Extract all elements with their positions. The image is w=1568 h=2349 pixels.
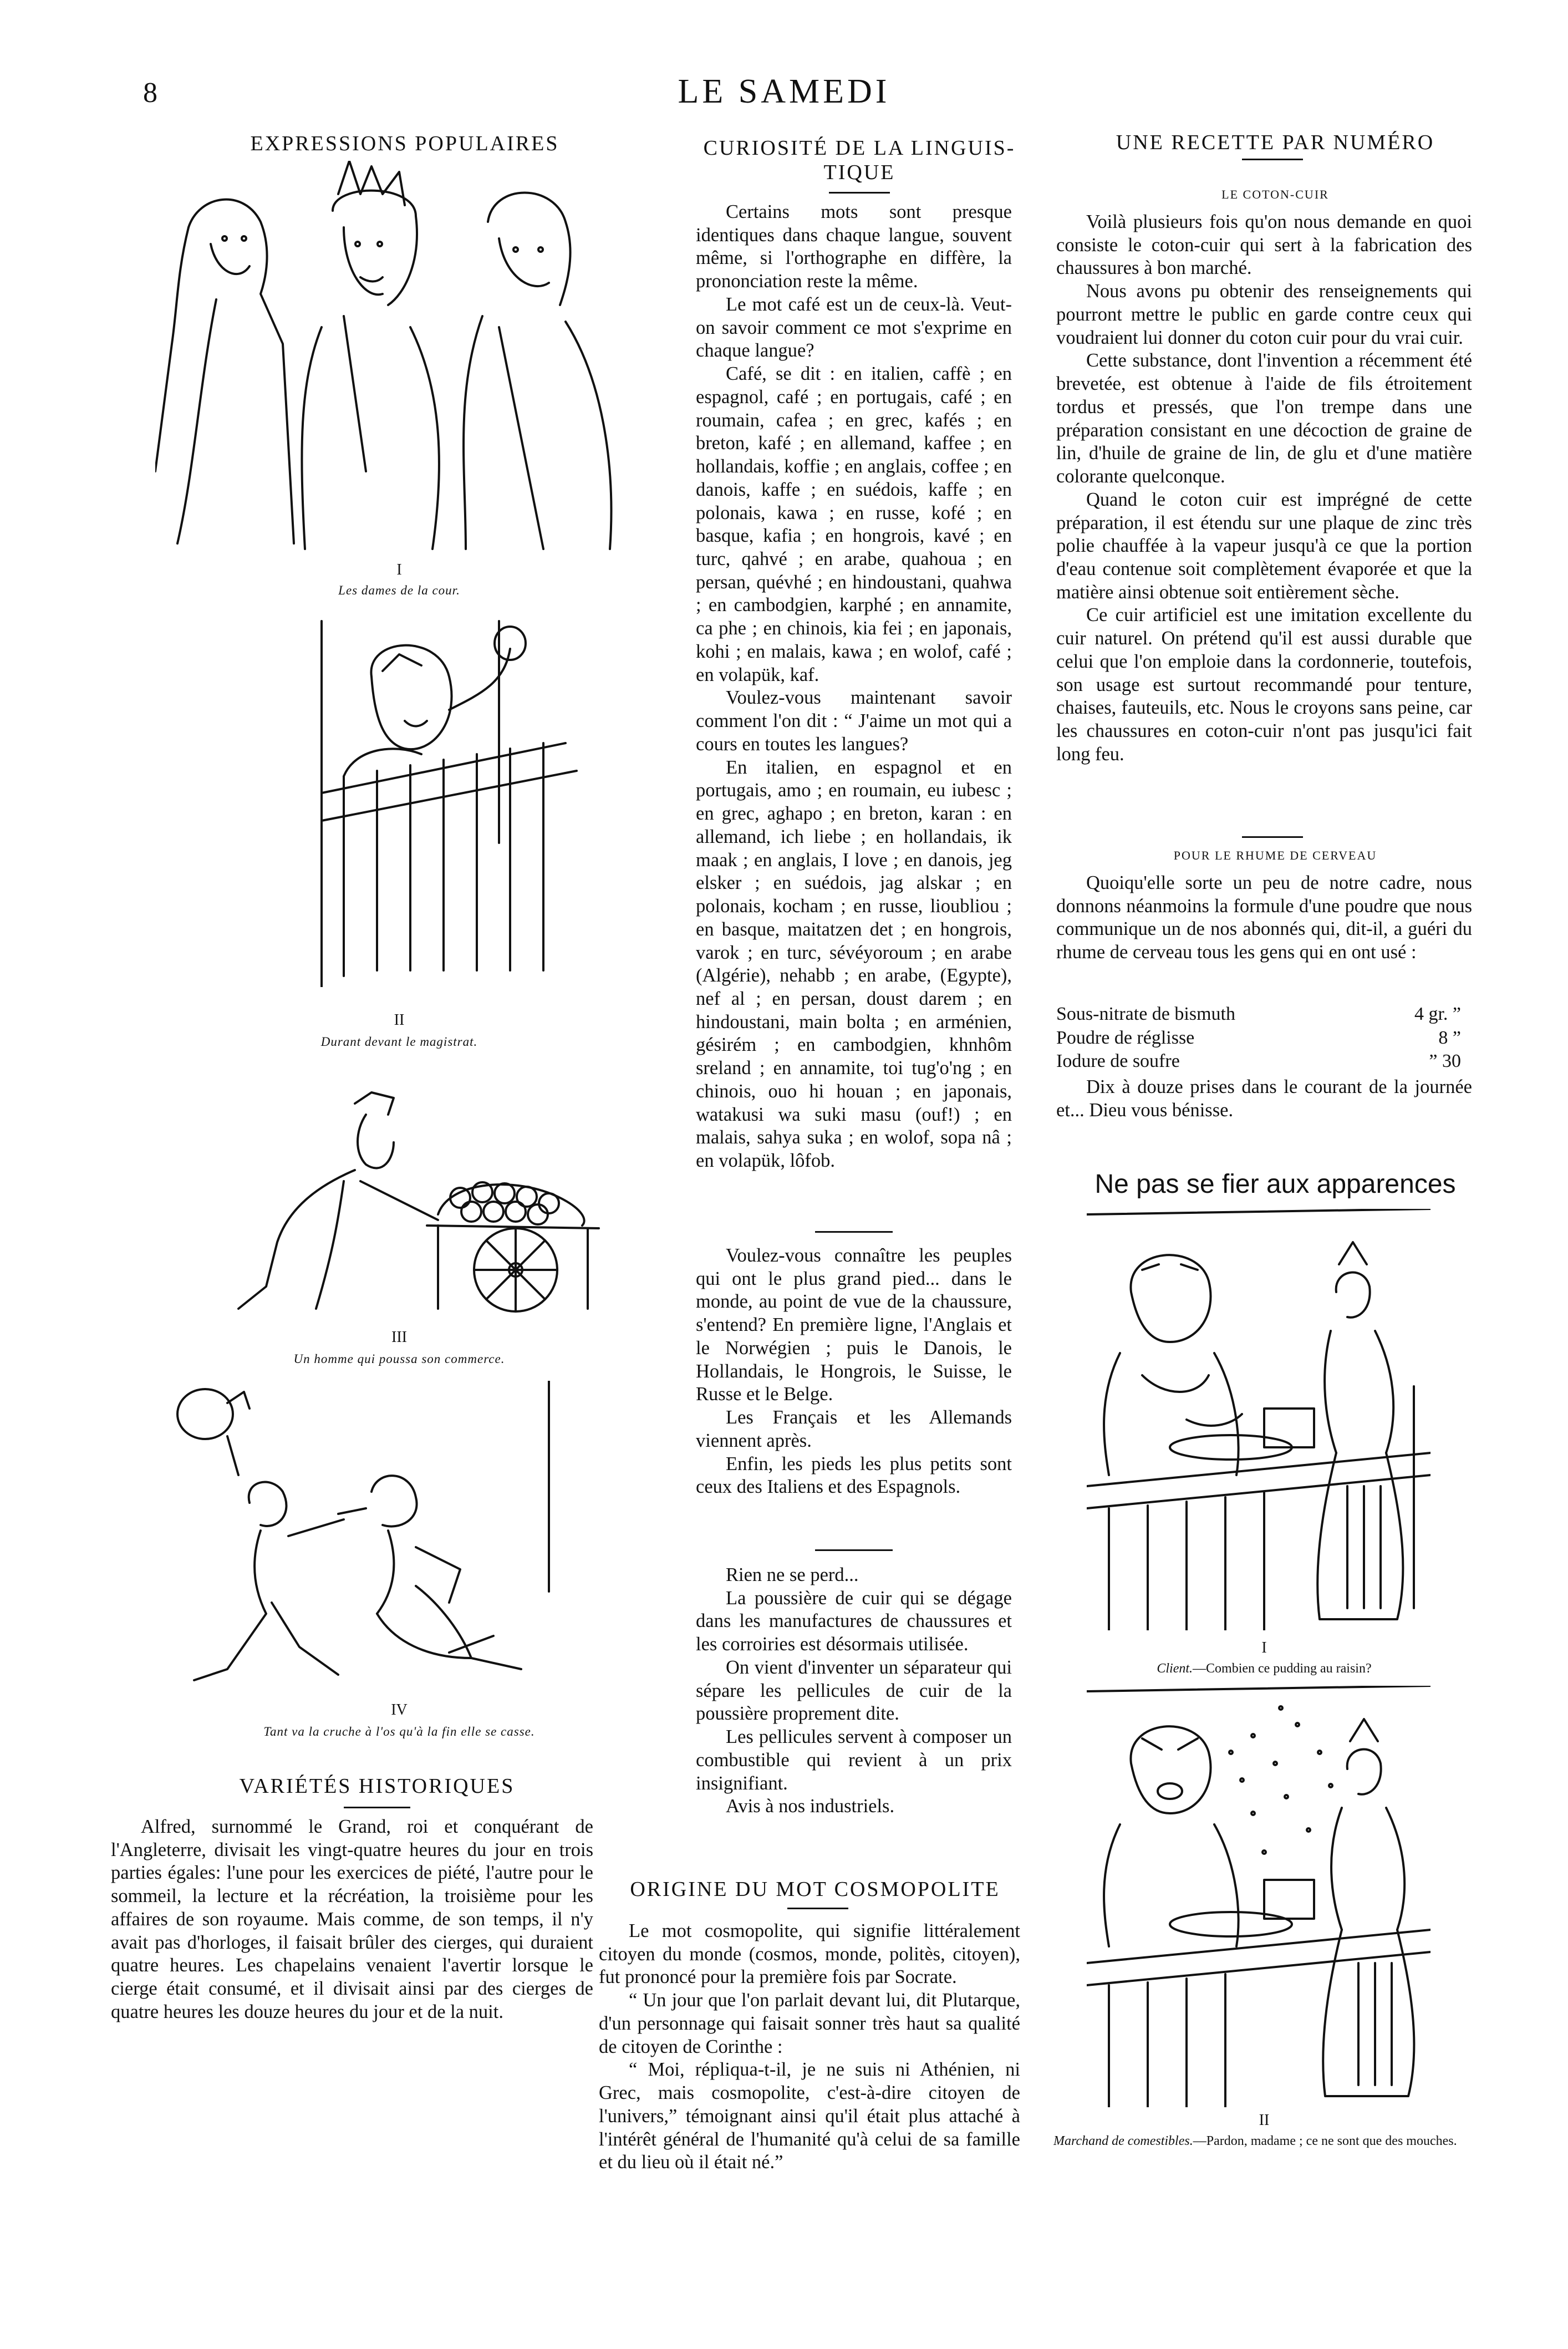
cuir-p2: La poussière de cuir qui se dégage dans les manufactures de chaussures et les corroiries est désormais utilisée. bbox=[696, 1587, 1012, 1655]
cuir-p1: Rien ne se perd... bbox=[726, 1564, 859, 1585]
illustration-ladies bbox=[155, 161, 632, 560]
recette-rule bbox=[1242, 159, 1303, 160]
cuir-p5: Avis à nos industriels. bbox=[726, 1796, 895, 1817]
varietes-article bbox=[111, 1816, 593, 2024]
cartoon1-numeral: I bbox=[1261, 1639, 1267, 1656]
coton-p4: Quand le coton cuir est imprégné de cette préparation, il est étendu sur une plaque de zinc très polie chauffée à la vapeur jusqu'à ce que la portion d'eau contenue soit complètement évaporée et que la matière ainsi obtenue soit entièrement sèche. bbox=[1056, 489, 1472, 603]
cuir-p3: On vient d'inventer un séparateur qui sépare les pellicules de cuir de la poussière proprement dite. bbox=[696, 1656, 1012, 1725]
origine-p1: Le mot cosmopolite, qui signifie littéralement citoyen du monde (cosmos, monde, politès, citoyen), fut prononcé pour la première fois par Socrate. bbox=[599, 1920, 1020, 1988]
origine-p3: “ Moi, répliqua-t-il, je ne suis ni Athénien, ni Grec, mais cosmopolite, c'est-à-dire citoyen de l'univers,” témoignant ainsi qu'il était plus attaché à l'intérêt général de l'humanité qu'à celui de sa famille et du lieu où il était né.” bbox=[599, 2059, 1020, 2173]
illustration-magistrate bbox=[255, 610, 582, 987]
cartoon-pudding-1 bbox=[1087, 1209, 1430, 1630]
rhume-rule bbox=[1242, 836, 1303, 838]
masthead-title: LE SAMEDI bbox=[678, 73, 890, 110]
pieds-p1: Voulez-vous connaître les peuples qui ont le plus grand pied... dans le monde, au point de vue de la chaussure, s'entend? En première ligne, l'Anglais et le Norwégien ; puis le Danois, le Hollandais, le Hongrois, le Suisse, le Russe et le Belge. bbox=[696, 1245, 1012, 1405]
cartoon2-speaker: Marchand de comestibles. bbox=[1053, 2134, 1193, 2148]
illustration-jug bbox=[161, 1381, 593, 1691]
rhume-article bbox=[1056, 872, 1472, 964]
cartoon-title: Ne pas se fier aux apparences bbox=[1094, 1170, 1456, 1199]
separator-rule-1 bbox=[815, 1231, 893, 1233]
linguistique-rule bbox=[829, 192, 890, 194]
pieds-article bbox=[696, 1244, 1012, 1499]
col1-heading: EXPRESSIONS POPULAIRES bbox=[250, 132, 559, 155]
recipe-list bbox=[1056, 1003, 1461, 1074]
cartoon1-speaker: Client. bbox=[1157, 1661, 1193, 1676]
linguistique-heading bbox=[688, 136, 1031, 185]
coton-p2: Nous avons pu obtenir des renseignements qui pourront mettre le public en garde contre ceux qui voudraient lui donner du coton cuir pour du vrai cuir. bbox=[1056, 281, 1472, 348]
cartoon1-text: —Combien ce pudding au raisin? bbox=[1193, 1661, 1372, 1676]
linguistique-article bbox=[696, 201, 1012, 1173]
recipe-ingredient: Poudre de réglisse bbox=[1056, 1027, 1195, 1048]
ling-p5: En italien, en espagnol et en portugais, amo ; en roumain, eu iubesc ; en grec, aghapo ; en breton, karan : en allemand, ich liebe ; en hollandais, ik maak ; en anglais, I love ; en danois, jeg elsker ; en suédois, jag alskar ; en polonais, kocham ; en russe, lioubliou ; en basque, maitatzen det ; en hongrois, varok ; en turc, sévéyoroum ; en arabe (Algérie), nehabb ; en arabe, (Egypte), nef al ; en persan, doust darem ; en hindoustani, main bolta ; en arménien, gésirém ; en cambodgien, khnhôm sreland ; en annamite, toi tug'o'ng ; en chinois, ouo hi houan ; en japonais, watakusi wa suki masu (ouf!) ; en malais, sahya suka ; en wolof, sopa nâ ; en volapük, lôfob. bbox=[696, 756, 1012, 1172]
cuir-p4: Les pellicules servent à composer un combustible qui revient à un prix insignifiant. bbox=[696, 1726, 1012, 1794]
ling-p1: Certains mots sont presque identiques dans chaque langue, souvent même, si l'orthographe en diffère, la prononciation reste la même. bbox=[696, 201, 1012, 292]
recipe-ingredient: Sous-nitrate de bismuth bbox=[1056, 1004, 1235, 1024]
linguistique-heading-line1: CURIOSITÉ DE LA LINGUIS- bbox=[703, 136, 1016, 160]
pieds-p2: Les Français et les Allemands viennent après. bbox=[696, 1407, 1012, 1451]
cuir-article bbox=[696, 1564, 1012, 1818]
rhume-p1: Quoiqu'elle sorte un peu de notre cadre, nous donnons néanmoins la formule d'une poudre que nous communique un de nos abonnés qui, dit-il, a guéri du rhume de cerveau tous les gens qui en ont usé : bbox=[1056, 872, 1472, 963]
recette-heading: UNE RECETTE PAR NUMÉRO bbox=[1116, 131, 1435, 154]
illus1-caption: Les dames de la cour. bbox=[338, 583, 460, 597]
coton-p5: Ce cuir artificiel est une imitation excellente du cuir naturel. On prétend qu'il est aussi durable que celui que l'on emploie dans la cordonnerie, toutefois, son usage est surtout recommandé pour tenture, chaises, fauteuils, etc. Nous le croyons sans peine, car les chaussures en coton-cuir n'ont pas jusqu'ici fait long feu. bbox=[1056, 604, 1472, 765]
origine-article bbox=[599, 1920, 1020, 2174]
illus2-numeral: II bbox=[394, 1011, 405, 1029]
recipe-ingredient: Iodure de soufre bbox=[1056, 1051, 1180, 1071]
coton-p3: Cette substance, dont l'invention a récemment été brevetée, est obtenue à l'aide de fils étroitement tordus et pressés, que l'on trempe dans une préparation consistant en une décoction de graine de lin, d'huile de graine de lin, de glu et d'une matière colorante quelconque. bbox=[1056, 350, 1472, 487]
cartoon2-text: —Pardon, madame ; ce ne sont que des mouches. bbox=[1193, 2134, 1457, 2148]
pieds-p3: Enfin, les pieds les plus petits sont ceux des Italiens et des Espagnols. bbox=[696, 1453, 1012, 1498]
rhume-p2: Dix à douze prises dans le courant de la journée et... Dieu vous bénisse. bbox=[1056, 1076, 1472, 1121]
cartoon-pudding-2 bbox=[1087, 1686, 1430, 2107]
varietes-paragraph: Alfred, surnommé le Grand, roi et conquérant de l'Angleterre, divisait les vingt-quatre heures du jour en trois parties égales: l'une pour les exercices de piété, l'autre pour le sommeil, la lecture et la récréation, la troisième pour les affaires de son royaume. Mais comme, de son temps, il n'y avait pas d'horloges, il faisait brûler des cierges, qui duraient quatre heures. Les chapelains venaient l'avertir lorsque le cierge était consumé, et il divisait ainsi par des cierges de quatre heures les douze heures du jour et de la nuit. bbox=[111, 1816, 593, 2022]
recipe-quantity: 4 gr. ” bbox=[1414, 1004, 1461, 1024]
illus4-caption: Tant va la cruche à l'os qu'à la fin elle se casse. bbox=[263, 1725, 535, 1738]
cartoon2-caption bbox=[1053, 2133, 1475, 2149]
origine-rule bbox=[787, 1908, 848, 1909]
recipe-item bbox=[1056, 1050, 1461, 1074]
coton-cuir-article bbox=[1056, 211, 1472, 766]
illus1-numeral: I bbox=[396, 561, 402, 578]
illus2-caption: Durant devant le magistrat. bbox=[320, 1035, 478, 1049]
recipe-quantity: 8 ” bbox=[1438, 1027, 1461, 1048]
illustration-cart bbox=[205, 1087, 604, 1314]
ling-p2: Le mot café est un de ceux-là. Veut-on savoir comment ce mot s'exprime en chaque langue? bbox=[696, 293, 1012, 362]
varietes-heading: VARIÉTÉS HISTORIQUES bbox=[239, 1775, 515, 1798]
illus3-numeral: III bbox=[391, 1329, 407, 1346]
origine-heading: ORIGINE DU MOT COSMOPOLITE bbox=[630, 1878, 1000, 1901]
recipe-item bbox=[1056, 1003, 1461, 1026]
coton-p1: Voilà plusieurs fois qu'on nous demande en quoi consiste le coton-cuir qui sert à la fabrication des chaussures à bon marché. bbox=[1056, 211, 1472, 279]
ling-p3: Café, se dit : en italien, caffè ; en espagnol, café ; en portugais, café ; en roumain, cafea ; en grec, kafés ; en breton, kafé ; en allemand, kaffee ; en hollandais, koffie ; en anglais, coffee ; en danois, kaffe ; en suédois, kaffe ; en polonais, kawa ; en russe, kofé ; en basque, kafia ; en hongrois, kavé ; en turc, qahvé ; en arabe, quahoua ; en persan, quévhé ; en hindoustani, quahwa ; en cambodgien, karphé ; en annamite, ca phe ; en chinois, kia fei ; en japonais, kohi ; en malais, kawa ; en wolof, café ; en volapük, kaf. bbox=[696, 363, 1012, 685]
origine-p2: “ Un jour que l'on parlait devant lui, dit Plutarque, d'un personnage qui faisait sonner très haut sa qualité de citoyen de Corinthe : bbox=[599, 1990, 1020, 2057]
recipe-item bbox=[1056, 1026, 1461, 1050]
page-number: 8 bbox=[143, 77, 157, 109]
rhume-subheading: POUR LE RHUME DE CERVEAU bbox=[1173, 848, 1377, 862]
ling-p4: Voulez-vous maintenant savoir comment l'on dit : “ J'aime un mot qui a cours en toutes les langues? bbox=[696, 687, 1012, 755]
separator-rule-2 bbox=[815, 1549, 893, 1551]
linguistique-heading-line2: TIQUE bbox=[823, 160, 895, 184]
cartoon2-numeral: II bbox=[1259, 2112, 1270, 2129]
coton-cuir-subheading: LE COTON-CUIR bbox=[1221, 187, 1329, 201]
illus4-numeral: IV bbox=[391, 1701, 408, 1718]
cartoon1-caption bbox=[1053, 1660, 1475, 1677]
rhume-closing bbox=[1056, 1076, 1472, 1122]
varietes-rule bbox=[344, 1807, 410, 1808]
illus3-caption: Un homme qui poussa son commerce. bbox=[293, 1352, 505, 1366]
recipe-quantity: ” 30 bbox=[1429, 1051, 1461, 1071]
